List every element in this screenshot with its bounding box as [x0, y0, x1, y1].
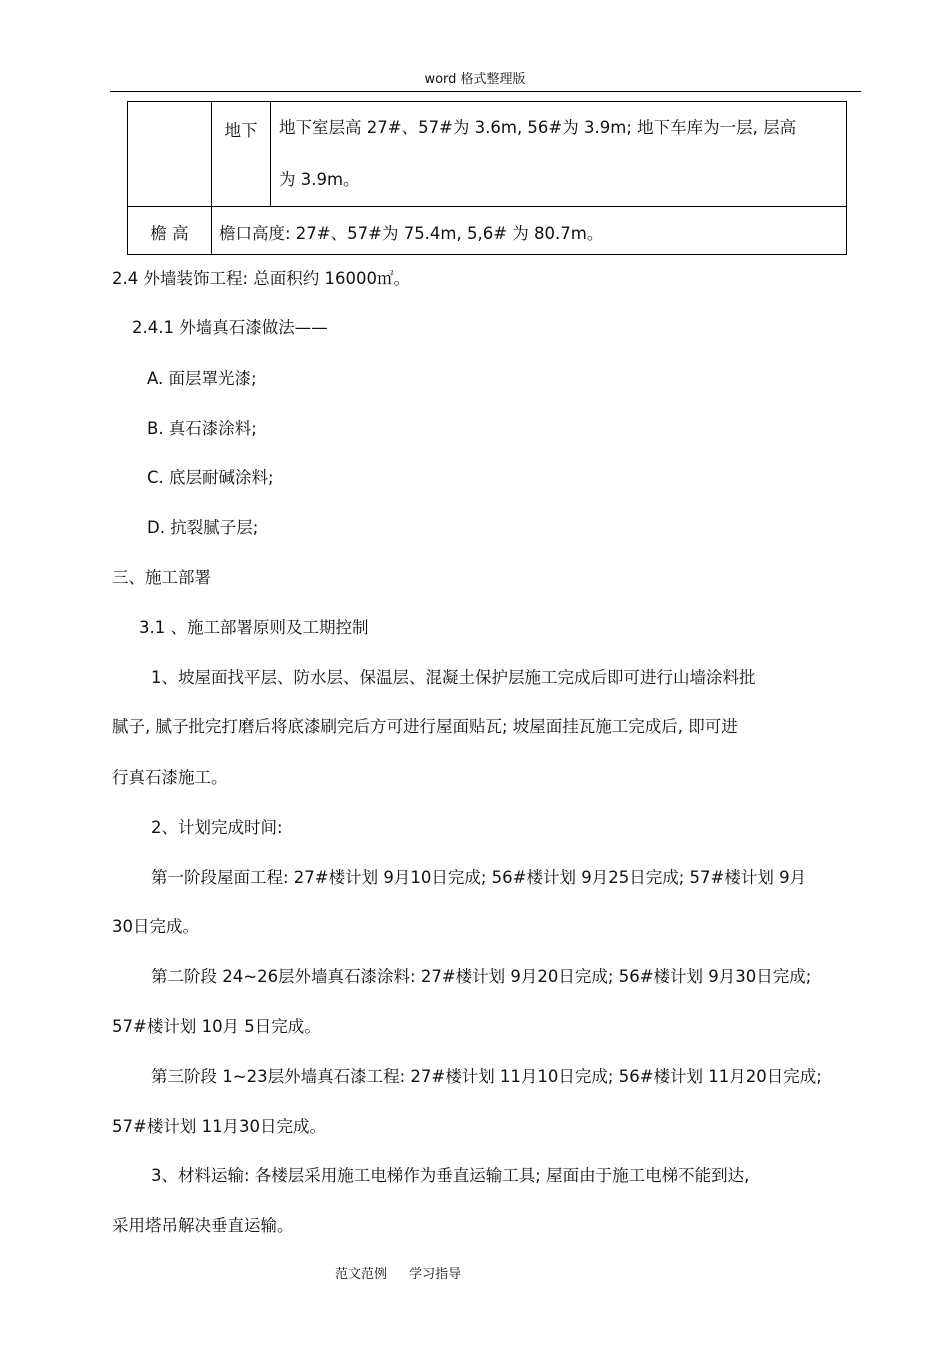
stage-3-line-1: 第三阶段 1~23层外墙真石漆工程: 27#楼计划 11月10日完成; 56#楼计划 11月20日完成;: [151, 1067, 822, 1086]
table-row: [128, 102, 847, 207]
stage-1-line-1: 第一阶段屋面工程: 27#楼计划 9月10日完成; 56#楼计划 9月25日完成; 57#楼计划 9月: [151, 868, 807, 887]
stage-3-line-2: 57#楼计划 11月30日完成。: [112, 1117, 327, 1136]
table-cell-empty: [128, 102, 212, 207]
underground-line-1: 地下室层高 27#、57#为 3.6m, 56#为 3.9m; 地下车库为一层, 层高: [279, 118, 797, 137]
table-cell-eave-height-text: 檐口高度: 27#、57#为 75.4m, 5,6# 为 80.7m。: [212, 207, 847, 255]
paragraph-2-title: 2、计划完成时间:: [151, 818, 283, 837]
list-item: C. 底层耐碱涂料;: [147, 468, 274, 487]
paragraph-1-line-1: 1、坡屋面找平层、防水层、保温层、混凝土保护层施工完成后即可进行山墙涂料批: [151, 668, 756, 687]
table-cell-underground-label: 地下: [212, 102, 271, 207]
building-spec-table: [127, 101, 847, 255]
table-cell-underground-text: [271, 102, 847, 207]
underground-line-2: 为 3.9m。: [279, 170, 360, 189]
section-3-1-title: 3.1 、施工部署原则及工期控制: [139, 618, 369, 637]
stage-1-line-2: 30日完成。: [112, 917, 199, 936]
table-cell-eave-height-label: 檐 高: [128, 207, 212, 255]
section-3-title: 三、施工部署: [112, 568, 211, 587]
section-2-4-text: 2.4 外墙装饰工程: 总面积约 16000㎡。: [112, 269, 411, 288]
page-header-title: word 格式整理版: [424, 72, 526, 87]
page-footer-text: 范文范例 学习指导: [335, 1267, 462, 1282]
paragraph-1-line-2: 腻子, 腻子批完打磨后将底漆刷完后方可进行屋面贴瓦; 坡屋面挂瓦施工完成后, 即可进: [112, 717, 738, 736]
list-item: D. 抗裂腻子层;: [147, 518, 259, 537]
table-row: [128, 207, 847, 255]
paragraph-3-line-1: 3、材料运输: 各楼层采用施工电梯作为垂直运输工具; 屋面由于施工电梯不能到达,: [151, 1166, 750, 1185]
paragraph-1-line-3: 行真石漆施工。: [112, 768, 228, 787]
list-item: B. 真石漆涂料;: [147, 419, 257, 438]
stage-2-line-2: 57#楼计划 10月 5日完成。: [112, 1017, 321, 1036]
list-item: A. 面层罩光漆;: [147, 369, 257, 388]
header-divider: [110, 91, 861, 92]
section-2-4-1-title: 2.4.1 外墙真石漆做法——: [132, 318, 328, 337]
stage-2-line-1: 第二阶段 24~26层外墙真石漆涂料: 27#楼计划 9月20日完成; 56#楼计划 9月30日完成;: [151, 967, 812, 986]
paragraph-3-line-2: 采用塔吊解决垂直运输。: [112, 1216, 294, 1235]
